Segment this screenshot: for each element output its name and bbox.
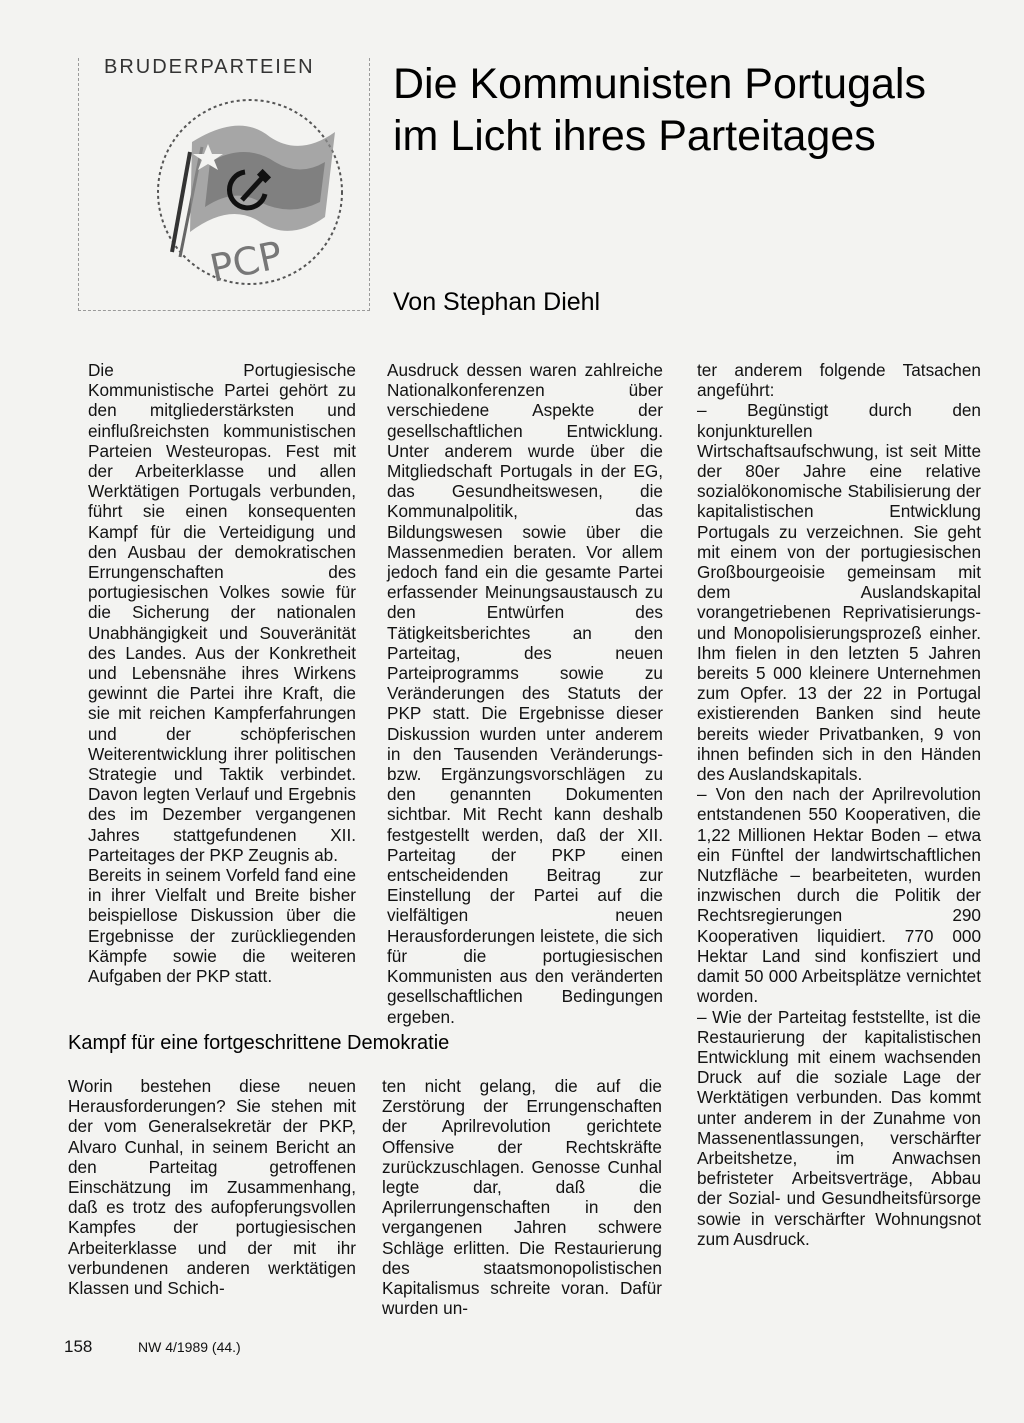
bullet-paragraph: – Wie der Parteitag feststellte, ist die Restaurierung der kapitalistischen Entwicklung mit einem wachsenden Druck auf die soziale Lage der Werktätigen verbunden. Das kommt unter anderem in der Zunahme von Massenentlassungen, verschärfter Arbeitshetze, im Anwachsen befristeter Arbeitsverträge, Abbau der Sozial- und Gesundheitsfürsorge sowie in verschärfter Wohnungsnot zum Ausdruck. [697, 1006, 981, 1249]
paragraph: Worin bestehen diese neuen Herausforderungen? Sie stehen mit der vom Generalsekretär der PKP, Alvaro Cunhal, in seinem Bericht an den Parteitag getroffenen Einschätzung im Zusammenhang, daß es trotz des aufopferungsvollen Kampfes der portugiesischen Arbeiterklasse und der mit ihr verbundenen anderen werktätigen Klassen und Schich- [68, 1076, 356, 1299]
paragraph: Bereits in seinem Vorfeld fand eine in ihrer Vielfalt und Breite bisher beispiellose Diskussion über die Ergebnisse der zurückliegenden Kämpfe sowie die weiteren Aufgaben der PKP statt. [88, 865, 356, 987]
paragraph: Ausdruck dessen waren zahlreiche Nationalkonferenzen über verschiedene Aspekte der gesellschaftlichen Entwicklung. Unter anderem wurde über die Mitgliedschaft Portugals in der EG, das Gesundheitswesen, die Kommunalpolitik, das Bildungswesen sowie über die Massenmedien beraten. Vor allem jedoch fand ein die gesamte Partei erfassender Meinungsaustausch zu den Entwürfen des Tätigkeitsberichtes an den Parteitag, des neuen Parteiprogramms sowie zu Veränderungen des Statuts der PKP statt. Die Ergebnisse dieser Diskussion wurden unter anderem in den Tausenden Veränderungs- bzw. Ergänzungsvorschlägen zu den genannten Dokumenten sichtbar. Mit Recht kann deshalb festgestellt werden, daß der XII. Parteitag der PKP einen entscheidenden Beitrag zur Einstellung der Partei auf die vielfältigen neuen Herausforderungen leistete, die sich für die portugiesischen Kommunisten aus den veränderten gesellschaftlichen Bedingungen ergeben. [387, 360, 663, 1027]
party-flag-emblem [150, 92, 350, 292]
title-line-2: im Licht ihres Parteitages [393, 112, 876, 160]
title-line-1: Die Kommunisten Portugals [393, 60, 926, 108]
rubric-label: BRUDERPARTEIEN [100, 56, 319, 79]
bullet-paragraph: – Begünstigt durch den konjunkturellen Wirtschaftsaufschwung, ist seit Mitte der 80er Jahre eine relative sozialökonomische Stabilisierung der kapitalistischen Entwicklung Portugals zu verzeichnen. Sie geht mit einem von der portugiesischen Großbourgeoisie gemeinsam mit dem Auslandskapital vorangetriebenen Reprivatisierungs- und Monopolisierungsprozeß einher. Ihm fielen in den letzten 5 Jahren bereits 5 000 kleinere Unternehmen zum Opfer. 13 der 22 in Portugal existierenden Banken sind heute bereits wieder Privatbanken, 9 von ihnen befinden sich in den Händen des Auslandskapitals. [697, 400, 981, 785]
emblem-text: PCP [206, 232, 287, 291]
section-heading: Kampf für eine fortgeschrittene Demokratie [68, 1032, 450, 1054]
bullet-paragraph: – Von den nach der Aprilrevolution entstandenen 550 Kooperativen, die 1,22 Millionen Hektar Boden – etwa ein Fünftel der landwirtschaftlichen Nutzfläche – bearbeiteten, wurden inzwischen durch die Politik der Rechtsregierungen 290 Kooperativen liquidiert. 770 000 Hektar Land sind konfisziert und damit 50 000 Arbeitsplätze vernichtet worden. [697, 784, 981, 1007]
section-column-1 [68, 1076, 356, 1298]
flag-pole-1 [172, 152, 190, 252]
paragraph: Die Portugiesische Kommunistische Partei gehört zu den mitgliederstärksten und einflußreichsten kommunistischen Parteien Westeuropas. Fest mit der Arbeiterklasse und allen Werktätigen Portugals verbunden, führt sie einen konsequenten Kampf für die Verteidigung und den Ausbau der demokratischen Errungenschaften des portugiesischen Volkes sowie für die Sicherung der nationalen Unabhängigkeit und Souveränität des Landes. Aus der Konkretheit und Lebensnähe ihres Wirkens gewinnt die Partei ihre Kraft, die sie mit reichen Kampferfahrungen und der schöpferischen Weiterentwicklung ihrer politischen Strategie und Taktik verbindet. Davon legten Verlauf und Ergebnis des im Dezember vergangenen Jahres stattgefundenen XII. Parteitages der PKP Zeugnis ab. [88, 360, 356, 865]
column-1 [88, 360, 356, 986]
page-number: 158 [64, 1337, 93, 1356]
article-title [393, 58, 993, 162]
issue-reference: NW 4/1989 (44.) [138, 1339, 241, 1355]
byline: Von Stephan Diehl [393, 288, 601, 316]
paragraph: ten nicht gelang, die auf die Zerstörung der Errungenschaften der Aprilrevolution gerichtete Offensive der Rechtskräfte zurückzuschlagen. Genosse Cunhal legte dar, daß die Aprilerrungenschaften in den vergangenen Jahren schwere Schläge erlitten. Die Restaurierung des staatsmonopolistischen Kapitalismus schreite voran. Dafür wurden un- [382, 1076, 662, 1319]
section-column-2 [382, 1076, 662, 1318]
column-3 [697, 360, 981, 1249]
column-2 [387, 360, 663, 1027]
paragraph: ter anderem folgende Tatsachen angeführt: [697, 360, 981, 401]
